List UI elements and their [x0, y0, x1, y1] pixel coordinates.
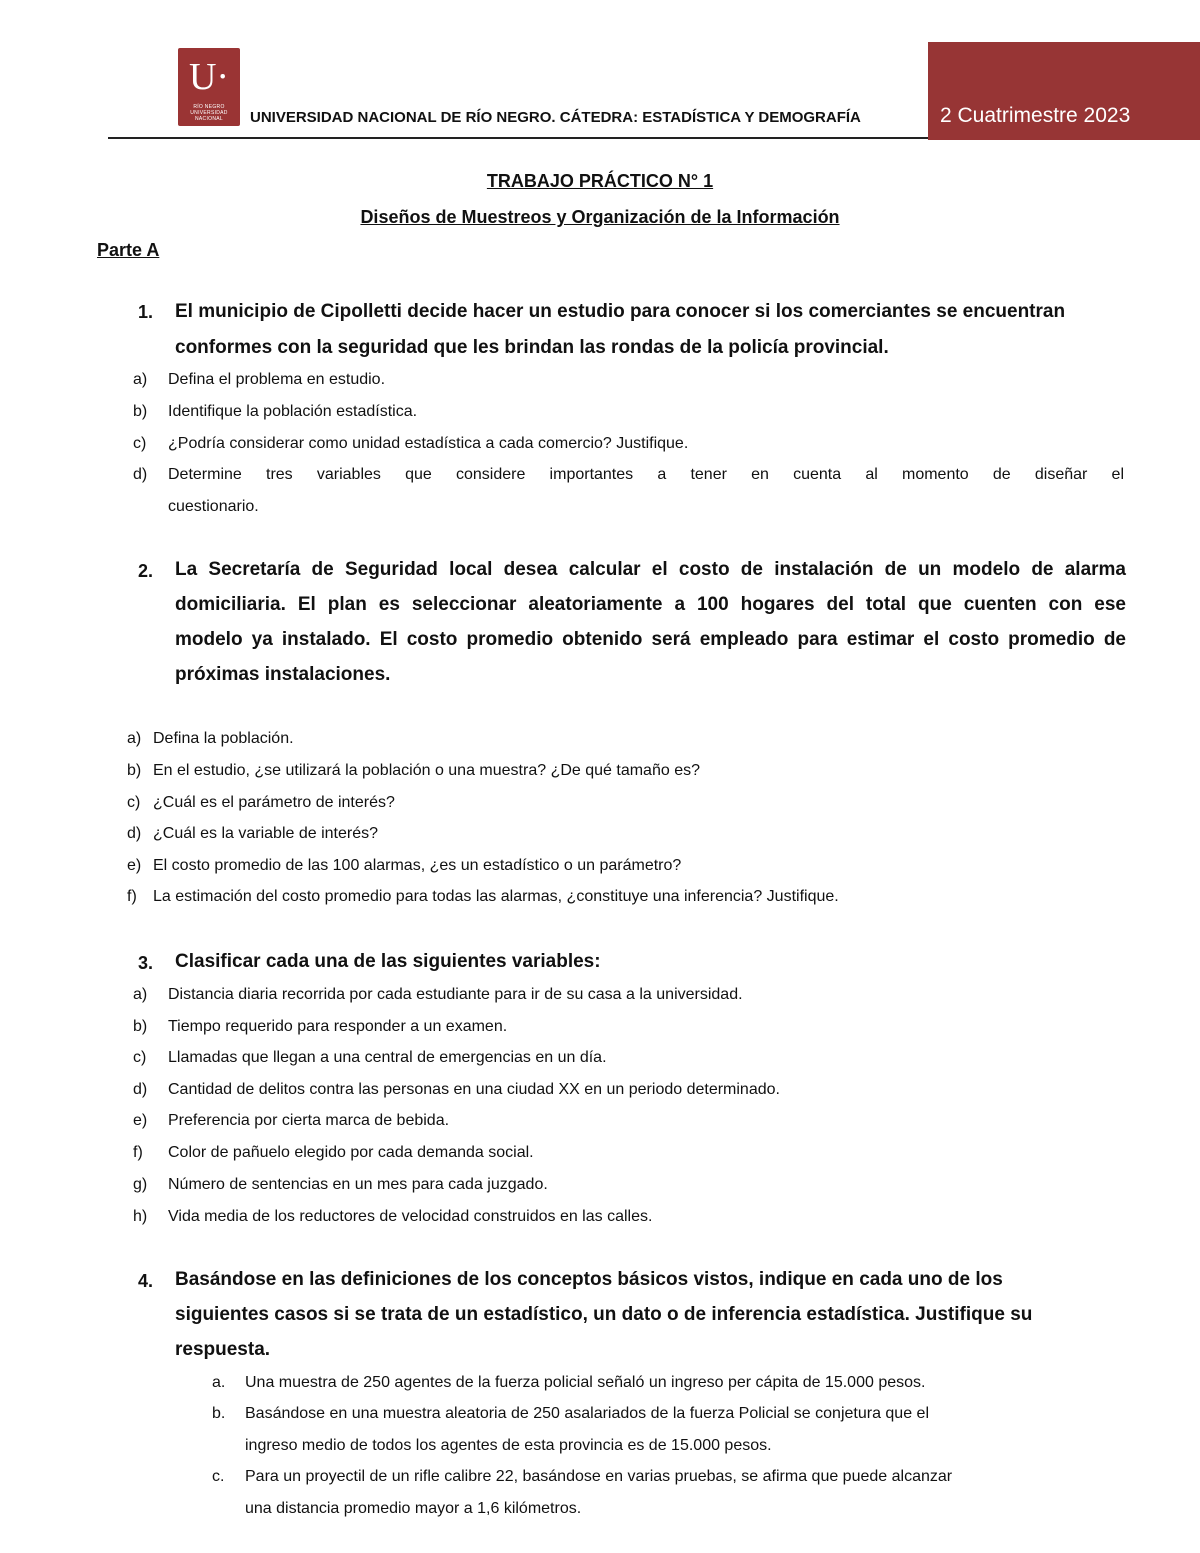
document-title: TRABAJO PRÁCTICO N° 1 [486, 171, 714, 191]
list-item: Número de sentencias en un mes para cada juzgado. [168, 1176, 548, 1193]
question-2-number: 2. [138, 561, 154, 581]
list-item: Basándose en una muestra aleatoria de 250 asalariados de la fuerza Policial se conjetura que el [245, 1405, 929, 1422]
list-item: Defina la población. [153, 730, 294, 747]
question-1-number: 1. [138, 302, 154, 322]
list-marker: b) [127, 762, 142, 779]
header-title: UNIVERSIDAD NACIONAL DE RÍO NEGRO. CÁTEDRA: ESTADÍSTICA Y DEMOGRAFÍA [250, 109, 861, 126]
list-marker: h) [133, 1208, 148, 1225]
list-item: Llamadas que llegan a una central de emergencias en un día. [168, 1049, 607, 1066]
list-item: Distancia diaria recorrida por cada estudiante para ir de su casa a la universidad. [168, 986, 743, 1003]
question-3-text: Clasificar cada una de las siguientes variables: [175, 951, 601, 972]
list-marker: e) [133, 1112, 148, 1129]
list-item: Color de pañuelo elegido por cada demanda social. [168, 1144, 534, 1161]
list-marker: c. [212, 1468, 225, 1485]
question-2-text: La Secretaría de Seguridad local desea calcular el costo de instalación de un modelo de alarma [175, 559, 1126, 580]
list-marker: b) [133, 403, 148, 420]
list-item: Identifique la población estadística. [168, 403, 418, 420]
logo-letter: U· [188, 56, 230, 98]
list-item: Tiempo requerido para responder a un examen. [168, 1018, 508, 1035]
list-marker: c) [133, 1049, 147, 1066]
list-marker: a) [133, 986, 148, 1003]
part-heading: Parte A [97, 240, 160, 260]
list-marker: a) [133, 371, 148, 388]
list-marker: d) [127, 825, 142, 842]
list-marker: d) [133, 466, 148, 483]
question-2-text: próximas instalaciones. [175, 664, 391, 685]
list-item: ¿Cuál es el parámetro de interés? [153, 794, 395, 811]
list-item: Vida media de los reductores de velocidad construidos en las calles. [168, 1208, 653, 1225]
question-3-number: 3. [138, 953, 154, 973]
question-2-text: modelo ya instalado. El costo promedio obtenido será empleado para estimar el costo promedio de [175, 629, 1126, 650]
question-1-text: El municipio de Cipolletti decide hacer un estudio para conocer si los comerciantes se encuentran [175, 301, 1066, 322]
question-1-text: conformes con la seguridad que les brindan las rondas de la policía provincial. [175, 337, 889, 358]
question-4-number: 4. [138, 1271, 154, 1291]
list-marker: a. [212, 1374, 226, 1391]
list-marker: c) [133, 435, 147, 452]
list-item-continuation: ingreso medio de todos los agentes de esta provincia es de 15.000 pesos. [245, 1437, 772, 1454]
logo-line-2: UNIVERSIDAD [190, 110, 228, 116]
list-marker: c) [127, 794, 141, 811]
list-item: ¿Podría considerar como unidad estadística a cada comercio? Justifique. [168, 435, 689, 452]
list-marker: b. [212, 1405, 226, 1422]
list-item-continuation: una distancia promedio mayor a 1,6 kilómetros. [245, 1500, 582, 1517]
list-marker: f) [127, 888, 137, 905]
list-item-continuation: cuestionario. [168, 498, 259, 515]
list-item: Determine tres variables que considere importantes a tener en cuenta al momento de diseñar el [168, 466, 1124, 483]
question-4-text: respuesta. [175, 1339, 271, 1360]
logo-line-3: NACIONAL [195, 116, 223, 122]
list-item: ¿Cuál es la variable de interés? [153, 825, 379, 842]
question-2-text: domiciliaria. El plan es seleccionar aleatoriamente a 100 hogares del total que cuenten con ese [175, 594, 1126, 615]
list-item: Preferencia por cierta marca de bebida. [168, 1112, 450, 1129]
list-item: Una muestra de 250 agentes de la fuerza policial señaló un ingreso per cápita de 15.000 pesos. [245, 1374, 926, 1391]
university-logo [178, 48, 240, 126]
question-4-text: Basándose en las definiciones de los conceptos básicos vistos, indique en cada uno de los [175, 1269, 1003, 1290]
list-marker: g) [133, 1176, 148, 1193]
logo-line-1: RÍO NEGRO [193, 104, 225, 110]
list-marker: d) [133, 1081, 148, 1098]
document-subtitle: Diseños de Muestreos y Organización de la Información [360, 207, 840, 227]
list-item: En el estudio, ¿se utilizará la población o una muestra? ¿De qué tamaño es? [153, 762, 700, 779]
list-item: Defina el problema en estudio. [168, 371, 386, 388]
list-item: Cantidad de delitos contra las personas en una ciudad XX en un periodo determinado. [168, 1081, 780, 1098]
list-marker: a) [127, 730, 142, 747]
list-item: Para un proyectil de un rifle calibre 22, basándose en varias pruebas, se afirma que puede alcanzar [245, 1468, 953, 1485]
list-marker: f) [133, 1144, 143, 1161]
list-item: El costo promedio de las 100 alarmas, ¿es un estadístico o un parámetro? [153, 857, 682, 874]
list-marker: e) [127, 857, 142, 874]
term-label: 2 Cuatrimestre 2023 [940, 104, 1131, 127]
question-4-text: siguientes casos si se trata de un estadístico, un dato o de inferencia estadística. Justifique su [175, 1304, 1033, 1325]
list-item: La estimación del costo promedio para todas las alarmas, ¿constituye una inferencia? Justifique. [153, 888, 839, 905]
list-marker: b) [133, 1018, 148, 1035]
header-rule [108, 137, 928, 139]
